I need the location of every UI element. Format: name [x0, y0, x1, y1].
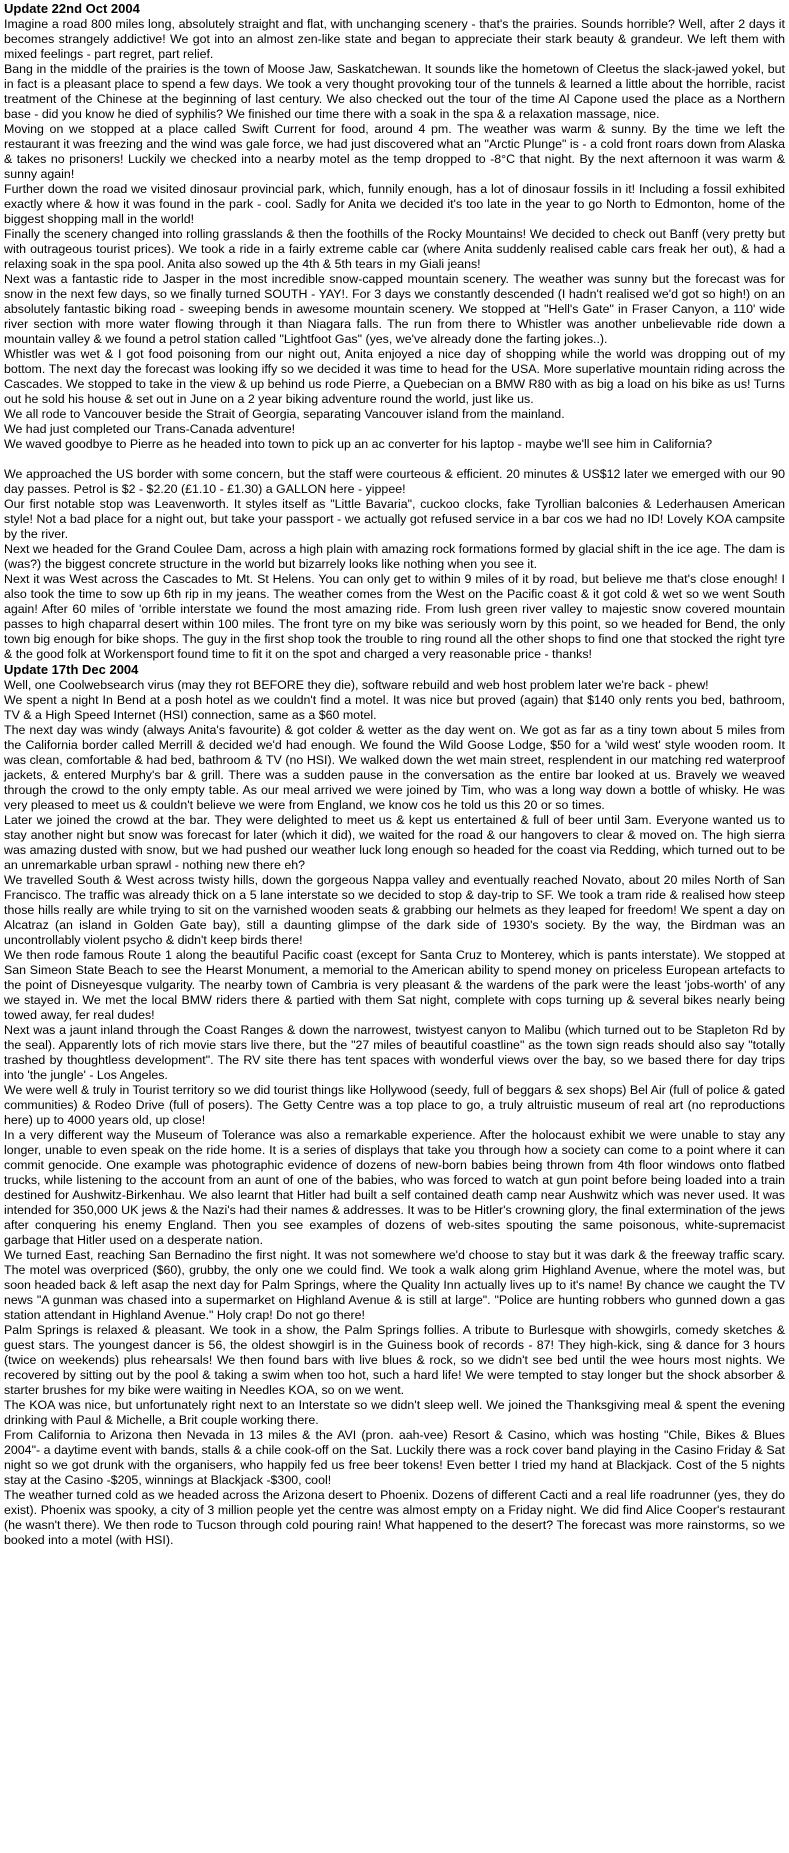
journal-paragraph: Next we headed for the Grand Coulee Dam, across a high plain with amazing rock formations formed by glacial shift in the ice age. The dam is (was?) the biggest concrete structure in the world but bizarrely looks like nothing when you see it. [4, 542, 785, 571]
update-section [4, 662, 785, 1548]
journal-paragraph: From California to Arizona then Nevada in 13 miles & the AVI (pron. aah-vee) Resort & Casino, which was hosting "Chile, Bikes & Blues 2004"- a daytime event with bands, stalls & a chile cook-off on the Sat. Luckily there was a rock cover band playing in the Casino Friday & Sat night so we got drunk with the organisers, who happily fed us free beer tokens! Even better I tried my hand at Blackjack. Cost of the 5 nights stay at the Casino -$205, winnings at Blackjack -$300, cool! [4, 1428, 785, 1487]
journal-paragraph: Later we joined the crowd at the bar. They were delighted to meet us & kept us entertained & full of beer until 3am. Everyone wanted us to stay another night but snow was forecast for later (which it did), we waited for the road & our hangovers to clear & moved on. The high sierra was amazing dusted with snow, but we had pushed our weather luck long enough so headed for the coast via Redding, which turned out to be an unremarkable urban sprawl - nothing new there eh? [4, 813, 785, 872]
journal-paragraph: Imagine a road 800 miles long, absolutely straight and flat, with unchanging scenery - that's the prairies. Sounds horrible? Well, after 2 days it becomes strangely addictive! We got into an almost zen-like state and began to appreciate their stark beauty & grandeur. We left them with mixed feelings - part regret, part relief. [4, 17, 785, 61]
journal-paragraph: Bang in the middle of the prairies is the town of Moose Jaw, Saskatchewan. It sounds like the hometown of Cleetus the slack-jawed yokel, but in fact is a pleasant place to spend a few days. We took a very thought provoking tour of the tunnels & learned a little about the horrible, racist treatment of the Chinese at the beginning of last century. We also checked out the tour of the time Al Capone used the place as a Northern base - did you know he died of syphilis? We finished our time there with a soak in the spa & a relaxation massage, nice. [4, 62, 785, 121]
journal-paragraph: Whistler was wet & I got food poisoning from our night out, Anita enjoyed a nice day of shopping while the world was dropping out of my bottom. The next day the forecast was looking iffy so we decided it was time to head for the USA. More superlative mountain riding across the Cascades. We stopped to take in the view & up behind us rode Pierre, a Quebecian on a BMW R80 with as big a load on his bike as us! Turns out he sold his house & set out in June on a 2 year biking adventure round the world, just like us. [4, 347, 785, 406]
journal-paragraph: We waved goodbye to Pierre as he headed into town to pick up an ac converter for his laptop - maybe we'll see him in California? [4, 437, 713, 451]
journal-paragraph: We all rode to Vancouver beside the Strait of Georgia, separating Vancouver island from the mainland. [4, 407, 565, 421]
journal-paragraph: Next was a fantastic ride to Jasper in the most incredible snow-capped mountain scenery. The weather was sunny but the forecast was for snow in the next few days, so we finally turned SOUTH - YAY!. For 3 days we constantly descended (I hadn't realised we'd got so high!) on an absolutely fantastic biking road - sweeping bends in awesome mountain scenery. We stopped at "Hell's Gate" in Fraser Canyon, a 110' wide river section with more water flowing through it than Niagara falls. The run from there to Whistler was another unbelievable ride down a mountain valley & we found a petrol station called "Lightfoot Gas" (yes, we've already done the farting jokes..). [4, 272, 785, 346]
update-heading: Update 22nd Oct 2004 [4, 1, 140, 16]
journal-paragraph: Further down the road we visited dinosaur provincial park, which, funnily enough, has a lot of dinosaur fossils in it! Including a fossil exhibited exactly where & how it was found in the park - cool. Sadly for Anita we decided it's too late in the year to go North to Edmonton, home of the biggest shopping mall in the world! [4, 182, 785, 226]
journal-paragraph: We spent a night In Bend at a posh hotel as we couldn't find a motel. It was nice but proved (again) that $140 only rents you bed, bathroom, TV & a High Speed Internet (HSI) connection, same as a $60 motel. [4, 693, 785, 722]
journal-paragraph: In a very different way the Museum of Tolerance was also a remarkable experience. After the holocaust exhibit we were unable to stay any longer, unable to even speak on the ride home. It is a series of displays that take you through how a society can come to a point where it can commit genocide. One example was photographic evidence of dozens of new-born babies being thrown from 4th floor windows onto flatbed trucks, while listening to the account from an aunt of one of the babies, who was forced to watch at gun point before being loaded into a train destined for Aushwitz-Birkenhau. We also learnt that Hitler had built a self contained death camp near Aushwitz which was never used. It was intended for 350,000 UK jews & the Nazi's had their names & addresses. It was to be Hitler's crowning glory, the final extermination of the jews after conquering his enemy England. Then you see examples of dozens of web-sites spouting the same poisonous, white-supremacist garbage that Hitler used on a desperate nation. [4, 1128, 785, 1247]
journal-paragraph: The next day was windy (always Anita's favourite) & got colder & wetter as the day went on. We got as far as a tiny town about 5 miles from the California border called Merrill & decided we'd had enough. We found the Wild Goose Lodge, $50 for a 'wild west' style wooden room. It was clean, comfortable & had bed, bathroom & TV (no HSI). We walked down the wet main street, resplendent in our matching red waterproof jackets, & entered Murphy's bar & grill. There was a sudden pause in the conversation as the entire bar looked at us. Bravely we weaved through the crowd to the only empty table. As our meal arrived we were joined by Tim, who was a long way down a bottle of whisky. He was very pleased to meet us & couldn't believe we were from England, we know cos he told us this 20 or so times. [4, 723, 785, 812]
update-heading: Update 17th Dec 2004 [4, 662, 139, 677]
journal-paragraph: We turned East, reaching San Bernadino the first night. It was not somewhere we'd choose to stay but it was dark & the freeway traffic scary. The motel was overpriced ($60), grubby, the only one we could find. We took a walk along grim Highland Avenue, where the motel was, but soon headed back & left asap the next day for Palm Springs, where the Quality Inn actually lives up to it's name! By chance we caught the TV news "A gunman was chased into a supermarket on Highland Avenue & is still at large". "Police are hunting robbers who gunned down a gas station attendant in Highland Avenue." Holy crap! Do not go there! [4, 1248, 785, 1322]
journal-paragraph: Finally the scenery changed into rolling grasslands & then the foothills of the Rocky Mountains! We decided to check out Banff (very pretty but with outrageous tourist prices). We took a ride in a fairly extreme cable car (where Anita suddenly realised cable cars freak her out), & had a relaxing soak in the spa pool. Anita also sowed up the 4th & 5th tears in my Giali jeans! [4, 227, 785, 271]
journal-paragraph: Next it was West across the Cascades to Mt. St Helens. You can only get to within 9 miles of it by road, but believe me that's close enough! I also took the time to sow up 6th rip in my jeans. The weather comes from the West on the Pacific coast & it got cold & wet so we went South again! After 60 miles of 'orrible interstate we found the most amazing ride. From lush green river valley to majestic snow covered mountain passes to high chaparral desert within 100 miles. The front tyre on my bike was seriously worn by this point, so we headed for Bend, the only town big enough for bike shops. The guy in the first shop took the trouble to ring round all the other shops to find one that stocked the right tyre & the good folk at Workensport found time to fit it on the spot and charged a very reasonable price - thanks! [4, 572, 785, 661]
journal-paragraph: Next was a jaunt inland through the Coast Ranges & down the narrowest, twistyest canyon to Malibu (which turned out to be Stapleton Rd by the seal). Apparently lots of rich movie stars live there, but the "27 miles of beautiful coastline" as the town sign reads should also say "totally trashed by thoughtless development". The RV site there has tent spaces with wonderful views over the bay, so we based there for day trips into 'the jungle' - Los Angeles. [4, 1023, 785, 1082]
journal-content [4, 1, 785, 1548]
journal-paragraph: Moving on we stopped at a place called Swift Current for food, around 4 pm. The weather was warm & sunny. By the time we left the restaurant it was freezing and the wind was gale force, we had just discovered what an "Arctic Plunge" is - a cold front roars down from Alaska & takes no prisoners! Luckily we checked into a nearby motel as the temp dropped to -8°C that night. By the next afternoon it was warm & sunny again! [4, 122, 785, 181]
journal-paragraph: We had just completed our Trans-Canada adventure! [4, 422, 296, 436]
journal-paragraph: Our first notable stop was Leavenworth. It styles itself as "Little Bavaria", cuckoo clocks, fake Tyrollian balconies & Lederhausen American style! Not a bad place for a night out, but take your passport - we actually got refused service in a bar cos we had no ID! Lovely KOA campsite by the river. [4, 497, 785, 541]
journal-paragraph: We then rode famous Route 1 along the beautiful Pacific coast (except for Santa Cruz to Monterey, which is pants interstate). We stopped at San Simeon State Beach to see the Hearst Monument, a memorial to the American ability to spend money on priceless European artefacts to the point of Disneyesque vulgarity. The nearby town of Cambria is very pleasant & the wardens of the park were the least 'jobs-worth' of any we stayed in. We met the local BMW riders there & partied with them Sat night, complete with cops turning up & several bikes nearly being towed away, fer real dudes! [4, 948, 785, 1022]
journal-paragraph: The weather turned cold as we headed across the Arizona desert to Phoenix. Dozens of different Cacti and a real life roadrunner (yes, they do exist). Phoenix was spooky, a city of 3 million people yet the centre was almost empty on a Friday night. We did find Alice Cooper's restaurant (he wasn't there). We then rode to Tucson through cold pouring rain! What happened to the desert? The forecast was more rainstorms, so we booked into a motel (with HSI). [4, 1488, 785, 1547]
blank-line [4, 452, 785, 467]
journal-paragraph: The KOA was nice, but unfortunately right next to an Interstate so we didn't sleep well. We joined the Thanksgiving meal & spent the evening drinking with Paul & Michelle, a Brit couple working there. [4, 1398, 785, 1427]
journal-paragraph: We approached the US border with some concern, but the staff were courteous & efficient. 20 minutes & US$12 later we emerged with our 90 day passes. Petrol is $2 - $2.20 (£1.10 - £1.30) a GALLON here - yippee! [4, 467, 785, 496]
journal-paragraph: Well, one Coolwebsearch virus (may they rot BEFORE they die), software rebuild and web host problem later we're back - phew! [4, 678, 709, 692]
update-section [4, 1, 785, 662]
journal-paragraph: Palm Springs is relaxed & pleasant. We took in a show, the Palm Springs follies. A tribute to Burlesque with showgirls, comedy sketches & guest stars. The youngest dancer is 56, the oldest showgirl is in the Guiness book of records - 87! They high-kick, sing & dance for 3 hours (twice on weekends) plus rehearsals! We then found bars with live blues & rock, so we didn't see bed until the wee hours most nights. We recovered by sitting out by the pool & taking a swim when too hot, such a hard life! We were tempted to stay longer but the shock absorber & starter brushes for my bike were waiting in Needles KOA, so on we went. [4, 1323, 785, 1397]
journal-paragraph: We travelled South & West across twisty hills, down the gorgeous Nappa valley and eventually reached Novato, about 20 miles North of San Francisco. The traffic was already thick on a 5 lane interstate so we decided to stop & day-trip to SF. We took a tram ride & realised how steep those hills really are while trying to sit on the varnished wooden seats & grabbing our helmets as they leaped for freedom! We spent a day on Alcatraz (an island in Golden Gate bay), still a daunting glimpse of the dark side of 1930's society. By the way, the Birdman was an uncontrollably violent psycho & didn't keep birds there! [4, 873, 785, 947]
journal-paragraph: We were well & truly in Tourist territory so we did tourist things like Hollywood (seedy, full of beggars & sex shops) Bel Air (full of police & gated communities) & Rodeo Drive (full of posers). The Getty Centre was a top place to go, a truly altruistic museum of real art (no reproductions here) up to 4000 years old, up close! [4, 1083, 785, 1127]
